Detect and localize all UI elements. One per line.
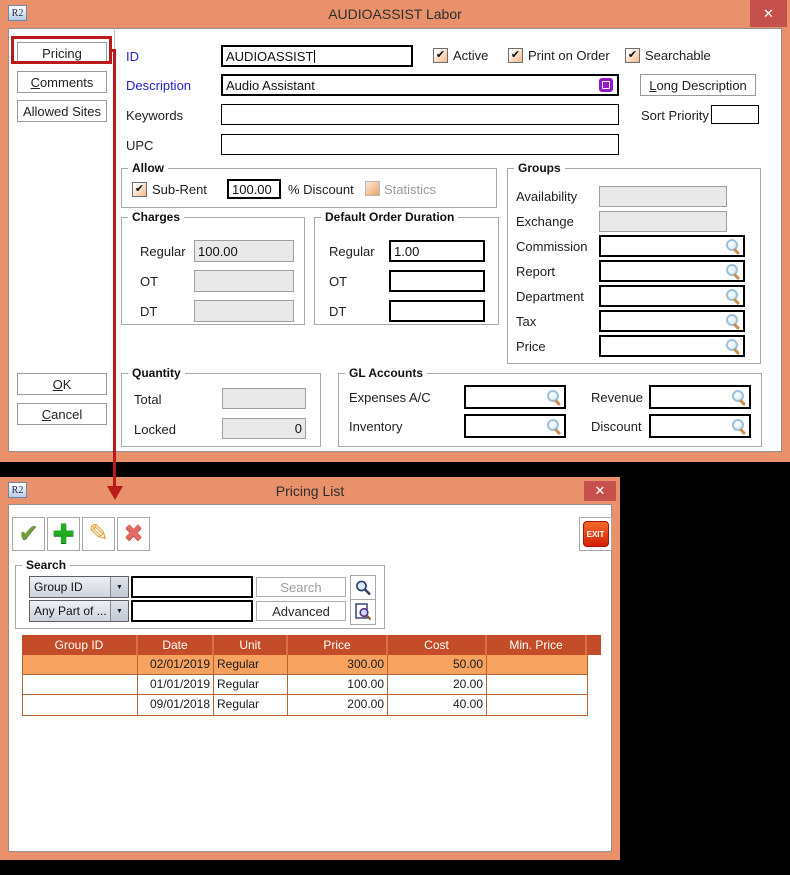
- duration-regular-value: 1.00: [394, 243, 420, 259]
- sub-rent-checkbox-label: Sub-Rent: [152, 182, 207, 197]
- pricing-table-header: [22, 635, 601, 655]
- expenses-label: Expenses A/C: [349, 390, 431, 405]
- groups-groupbox: [507, 161, 761, 364]
- allow-groupbox: [121, 161, 497, 208]
- comments-button[interactable]: [17, 71, 107, 93]
- revenue-label: Revenue: [591, 390, 644, 405]
- search-value-input[interactable]: [131, 576, 253, 598]
- availability-field: [599, 186, 727, 207]
- exchange-field: [599, 211, 727, 232]
- labor-close-button[interactable]: [750, 0, 787, 27]
- r2-app-icon: R2: [8, 5, 27, 21]
- cell-cost: 40.00: [388, 695, 487, 715]
- cell-date: 02/01/2019: [138, 655, 214, 674]
- charges-dt-field: [194, 300, 294, 322]
- table-row-selected[interactable]: [23, 655, 587, 675]
- duration-regular-field[interactable]: [389, 240, 485, 262]
- discount-gl-label: Discount: [591, 419, 642, 434]
- header-group-id[interactable]: Group ID: [22, 635, 138, 655]
- pricing-list-window: [0, 477, 620, 860]
- search-icon-button[interactable]: [350, 575, 376, 601]
- exchange-label: Exchange: [516, 214, 574, 229]
- magnifier-icon[interactable]: [547, 419, 561, 433]
- delete-button[interactable]: [117, 517, 150, 551]
- ok-button[interactable]: [17, 373, 107, 395]
- cell-price: 200.00: [288, 695, 388, 715]
- magnifier-icon[interactable]: [726, 239, 740, 253]
- magnifier-icon[interactable]: [726, 264, 740, 278]
- keywords-field[interactable]: [221, 104, 619, 125]
- cell-price: 300.00: [288, 655, 388, 674]
- advanced-search-icon-button[interactable]: [350, 599, 376, 625]
- print-on-order-checkbox-label: Print on Order: [528, 48, 610, 63]
- edit-button[interactable]: [82, 517, 115, 551]
- magnifier-icon[interactable]: [726, 314, 740, 328]
- allowed-sites-button-label: Allowed Sites: [22, 103, 102, 119]
- header-cost[interactable]: Cost: [388, 635, 487, 655]
- long-description-button[interactable]: [640, 74, 756, 96]
- magnifier-icon[interactable]: [726, 289, 740, 303]
- gl-accounts-legend: GL Accounts: [345, 366, 427, 380]
- searchable-checkbox-label: Searchable: [645, 48, 711, 63]
- commission-field[interactable]: [599, 235, 745, 257]
- charges-dt-label: DT: [140, 304, 158, 319]
- long-description-button-label: Long Description: [649, 77, 747, 93]
- search-match-dropdown[interactable]: [29, 600, 129, 622]
- statistics-checkbox: [365, 181, 380, 196]
- search-match-dropdown-value: Any Part of ...: [34, 604, 107, 618]
- revenue-field[interactable]: [649, 385, 751, 409]
- cell-unit: Regular: [214, 655, 288, 674]
- price-label: Price: [516, 339, 546, 354]
- duration-groupbox: [314, 210, 499, 325]
- pricing-table: [22, 635, 601, 716]
- price-field[interactable]: [599, 335, 745, 357]
- close-icon: ✕: [594, 483, 606, 498]
- chevron-down-icon[interactable]: ▼: [110, 577, 128, 597]
- table-row[interactable]: [23, 675, 587, 695]
- charges-ot-field: [194, 270, 294, 292]
- inventory-field[interactable]: [464, 414, 566, 438]
- search-field-dropdown[interactable]: [29, 576, 129, 598]
- gl-accounts-groupbox: [338, 366, 762, 447]
- pricing-table-body: [22, 655, 588, 716]
- cell-group-id: [23, 655, 138, 674]
- check-icon: ✔: [134, 182, 145, 195]
- charges-regular-value: 100.00: [198, 243, 238, 259]
- cell-min-price: [487, 695, 587, 715]
- zoom-text-icon[interactable]: [599, 78, 613, 92]
- zoom-text-icon-glyph: [602, 81, 610, 89]
- table-row[interactable]: [23, 695, 587, 715]
- confirm-button[interactable]: [12, 517, 45, 551]
- labor-window-title: AUDIOASSIST Labor: [328, 6, 462, 22]
- pricing-button[interactable]: [17, 42, 107, 64]
- header-date[interactable]: Date: [138, 635, 214, 655]
- chevron-down-icon[interactable]: ▼: [110, 601, 128, 621]
- duration-dt-field[interactable]: [389, 300, 485, 322]
- duration-dt-label: DT: [329, 304, 347, 319]
- cell-unit: Regular: [214, 695, 288, 715]
- quantity-total-field: [222, 388, 306, 409]
- duration-ot-label: OT: [329, 274, 348, 289]
- advanced-button[interactable]: [256, 601, 346, 621]
- advanced-search-icon: [353, 602, 373, 622]
- pricing-window-title: Pricing List: [275, 483, 345, 499]
- department-label: Department: [516, 289, 584, 304]
- pricing-client-area: [8, 504, 612, 852]
- discount-gl-field[interactable]: [649, 414, 751, 438]
- cell-group-id: [23, 675, 138, 694]
- quantity-locked-value: 0: [294, 421, 302, 436]
- print-on-order-checkbox[interactable]: [508, 48, 523, 63]
- advanced-button-label: Advanced: [272, 603, 330, 619]
- magnifier-icon[interactable]: [732, 419, 746, 433]
- search-legend: Search: [22, 558, 70, 572]
- header-stub: [587, 635, 601, 655]
- search-groupbox: [15, 558, 385, 629]
- id-label: ID: [126, 49, 139, 64]
- close-icon: ✕: [763, 5, 774, 21]
- cell-date: 01/01/2019: [138, 675, 214, 694]
- groups-legend: Groups: [514, 161, 565, 175]
- quantity-total-label: Total: [134, 392, 162, 407]
- report-label: Report: [516, 264, 556, 279]
- pricing-titlebar[interactable]: [0, 477, 620, 504]
- magnifier-icon[interactable]: [547, 390, 561, 404]
- commission-label: Commission: [516, 239, 588, 254]
- department-field[interactable]: [599, 285, 745, 307]
- labor-client-area: [8, 28, 782, 452]
- cell-min-price: [487, 655, 587, 674]
- header-min-price[interactable]: Min. Price: [487, 635, 587, 655]
- check-icon: ✔: [627, 48, 638, 61]
- text-cursor: [314, 50, 315, 63]
- header-unit[interactable]: Unit: [214, 635, 288, 655]
- exit-button[interactable]: [579, 517, 612, 551]
- duration-ot-field[interactable]: [389, 270, 485, 292]
- search-button-label: Search: [280, 579, 322, 595]
- statistics-checkbox-label: Statistics: [384, 182, 437, 197]
- description-label: Description: [126, 78, 192, 93]
- sort-priority-field[interactable]: [711, 105, 759, 124]
- magnifier-icon[interactable]: [726, 339, 740, 353]
- allowed-sites-button[interactable]: [17, 100, 107, 122]
- sort-priority-label: Sort Priority: [641, 108, 709, 123]
- inventory-label: Inventory: [349, 419, 403, 434]
- tax-field[interactable]: [599, 310, 745, 332]
- id-field-value: AUDIOASSIST: [226, 48, 314, 64]
- header-price[interactable]: Price: [288, 635, 388, 655]
- discount-label: % Discount: [288, 182, 354, 197]
- cell-unit: Regular: [214, 675, 288, 694]
- search-icon: [353, 578, 373, 598]
- cell-group-id: [23, 695, 138, 715]
- quantity-locked-field: [222, 418, 306, 439]
- ok-button-label: OK: [52, 376, 72, 392]
- sub-rent-checkbox[interactable]: [132, 182, 147, 197]
- charges-regular-label: Regular: [140, 244, 186, 259]
- check-icon: ✔: [435, 48, 446, 61]
- search-field-dropdown-value: Group ID: [34, 580, 83, 594]
- search-value-input-2[interactable]: [131, 600, 253, 622]
- cell-cost: 20.00: [388, 675, 487, 694]
- labor-titlebar[interactable]: [0, 0, 790, 28]
- charges-ot-label: OT: [140, 274, 159, 289]
- report-field[interactable]: [599, 260, 745, 282]
- magnifier-icon[interactable]: [732, 390, 746, 404]
- quantity-legend: Quantity: [128, 366, 185, 380]
- r2-app-icon: R2: [8, 482, 27, 498]
- comments-button-label: Comments: [30, 74, 94, 90]
- description-field[interactable]: [221, 74, 619, 96]
- cancel-button[interactable]: [17, 403, 107, 425]
- confirm-check-icon: ✔: [18, 520, 39, 547]
- description-field-value: Audio Assistant: [226, 77, 315, 93]
- duration-legend: Default Order Duration: [321, 210, 458, 224]
- quantity-groupbox: [121, 366, 321, 447]
- left-panel-divider: [114, 30, 115, 451]
- cell-price: 100.00: [288, 675, 388, 694]
- charges-regular-field: [194, 240, 294, 262]
- search-button: [256, 577, 346, 597]
- add-button[interactable]: [47, 517, 80, 551]
- active-checkbox-label: Active: [453, 48, 489, 63]
- searchable-checkbox[interactable]: [625, 48, 640, 63]
- cancel-button-label: Cancel: [41, 406, 83, 422]
- expenses-field[interactable]: [464, 385, 566, 409]
- active-checkbox[interactable]: [433, 48, 448, 63]
- keywords-label: Keywords: [126, 108, 184, 123]
- pricing-button-label: Pricing: [42, 45, 82, 61]
- pricing-close-button[interactable]: [584, 481, 616, 501]
- delete-x-icon: ✖: [123, 520, 144, 547]
- plus-icon: ✚: [52, 518, 75, 549]
- tax-label: Tax: [516, 314, 537, 329]
- availability-label: Availability: [516, 189, 578, 204]
- check-icon: ✔: [510, 48, 521, 61]
- allow-legend: Allow: [128, 161, 168, 175]
- duration-regular-label: Regular: [329, 244, 375, 259]
- charges-legend: Charges: [128, 210, 184, 224]
- charges-groupbox: [121, 210, 305, 325]
- cell-cost: 50.00: [388, 655, 487, 674]
- upc-field[interactable]: [221, 134, 619, 155]
- discount-field[interactable]: [227, 179, 281, 199]
- upc-label: UPC: [126, 138, 154, 153]
- id-field[interactable]: [221, 45, 413, 67]
- exit-icon: EXIT: [583, 521, 609, 547]
- discount-field-value: 100.00: [232, 181, 272, 197]
- cell-date: 09/01/2018: [138, 695, 214, 715]
- pencil-icon: ✎: [88, 520, 109, 547]
- cell-min-price: [487, 675, 587, 694]
- quantity-locked-label: Locked: [134, 422, 176, 437]
